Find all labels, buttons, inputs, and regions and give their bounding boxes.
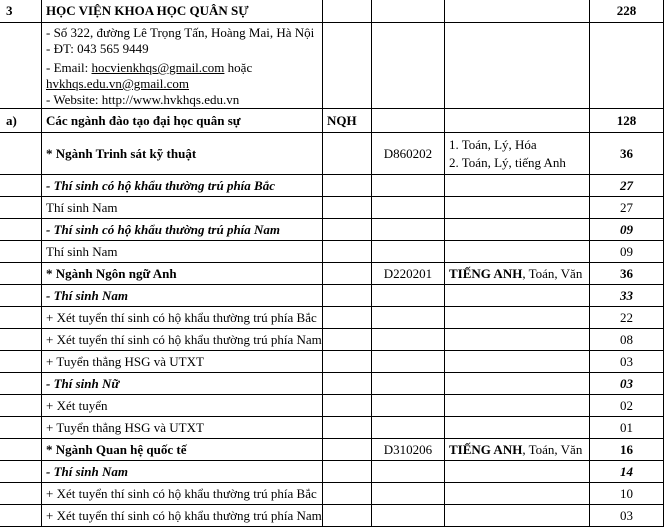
cell-empty	[0, 285, 42, 307]
quota: 27	[590, 197, 664, 219]
quota: 03	[590, 373, 664, 395]
quota: 01	[590, 417, 664, 439]
subject-primary: TIẾNG ANH	[449, 442, 523, 457]
cell-empty	[445, 241, 590, 263]
cell-empty	[0, 133, 42, 175]
cell-empty	[0, 219, 42, 241]
quota: 16	[590, 439, 664, 461]
cell-empty	[372, 285, 445, 307]
cell-empty	[445, 197, 590, 219]
cell-empty	[323, 241, 372, 263]
group-label: - Thí sinh Nữ	[42, 373, 323, 395]
cell-empty	[323, 461, 372, 483]
subjects-cell	[445, 439, 590, 461]
row-label: Thí sinh Nam	[42, 241, 323, 263]
cell-empty	[372, 175, 445, 197]
cell-empty	[0, 439, 42, 461]
contact-email-line	[46, 60, 318, 76]
subject-primary: TIẾNG ANH	[449, 266, 523, 281]
cell-empty	[0, 307, 42, 329]
quota: 22	[590, 307, 664, 329]
cell-empty	[372, 0, 445, 23]
cell-empty	[372, 23, 445, 109]
cell-empty	[445, 329, 590, 351]
table-row	[0, 351, 664, 373]
cell-empty	[372, 483, 445, 505]
row-label: + Xét tuyển thí sinh có hộ khẩu thường trú phía Nam	[42, 505, 323, 527]
cell-empty	[372, 241, 445, 263]
subjects-cell	[445, 133, 590, 175]
major-code: D860202	[372, 133, 445, 175]
cell-empty	[323, 307, 372, 329]
cell-empty	[323, 373, 372, 395]
table-row	[0, 197, 664, 219]
section-label: a)	[0, 109, 42, 133]
table-row	[0, 307, 664, 329]
institution-name: HỌC VIỆN KHOA HỌC QUÂN SỰ	[42, 0, 323, 23]
cell-empty	[0, 395, 42, 417]
cell-empty	[0, 505, 42, 527]
quota: 09	[590, 219, 664, 241]
cell-empty	[445, 175, 590, 197]
quota: 10	[590, 483, 664, 505]
quota: 36	[590, 263, 664, 285]
major-name: * Ngành Trinh sát kỹ thuật	[42, 133, 323, 175]
cell-empty	[0, 329, 42, 351]
cell-empty	[0, 417, 42, 439]
cell-empty	[445, 109, 590, 133]
cell-empty	[323, 219, 372, 241]
subject-rest: , Toán, Văn	[522, 266, 583, 281]
cell-empty	[372, 329, 445, 351]
cell-empty	[372, 417, 445, 439]
quota: 27	[590, 175, 664, 197]
table-row	[0, 175, 664, 197]
section-total: 128	[590, 109, 664, 133]
cell-empty	[323, 263, 372, 285]
cell-empty	[445, 483, 590, 505]
subject-combo: 2. Toán, Lý, tiếng Anh	[449, 154, 566, 170]
cell-empty	[445, 395, 590, 417]
table-row	[0, 219, 664, 241]
cell-empty	[323, 439, 372, 461]
cell-empty	[0, 263, 42, 285]
cell-empty	[323, 23, 372, 109]
cell-empty	[0, 23, 42, 109]
row-label: + Xét tuyển	[42, 395, 323, 417]
section-code-header: NQH	[323, 109, 372, 133]
quota: 08	[590, 329, 664, 351]
cell-empty	[0, 351, 42, 373]
cell-empty	[445, 0, 590, 23]
quota: 03	[590, 505, 664, 527]
quota: 14	[590, 461, 664, 483]
cell-empty	[323, 0, 372, 23]
email-or: hoặc	[224, 60, 253, 75]
cell-empty	[372, 373, 445, 395]
cell-empty	[323, 417, 372, 439]
row-label: + Xét tuyển thí sinh có hộ khẩu thường trú phía Nam	[42, 329, 323, 351]
table-row	[0, 483, 664, 505]
cell-empty	[372, 109, 445, 133]
institution-stt: 3	[0, 0, 42, 23]
cell-empty	[445, 351, 590, 373]
cell-empty	[590, 23, 664, 109]
institution-total: 228	[590, 0, 664, 23]
cell-empty	[0, 461, 42, 483]
institution-row	[0, 0, 664, 23]
quota: 02	[590, 395, 664, 417]
cell-empty	[323, 285, 372, 307]
subject-rest: , Toán, Văn	[522, 442, 583, 457]
quota: 03	[590, 351, 664, 373]
cell-empty	[323, 351, 372, 373]
quota: 09	[590, 241, 664, 263]
row-label: + Xét tuyển thí sinh có hộ khẩu thường trú phía Bắc	[42, 307, 323, 329]
section-row	[0, 109, 664, 133]
cell-empty	[0, 197, 42, 219]
table-row	[0, 285, 664, 307]
email-link-secondary[interactable]: hvkhqs.edu.vn@gmail.com	[46, 76, 190, 91]
cell-empty	[445, 285, 590, 307]
table-row	[0, 373, 664, 395]
contact-phone: - ĐT: 043 565 9449	[46, 41, 149, 56]
major-code: D310206	[372, 439, 445, 461]
row-label: + Tuyển thẳng HSG và UTXT	[42, 417, 323, 439]
cell-empty	[323, 483, 372, 505]
group-label: - Thí sinh có hộ khẩu thường trú phía Nam	[42, 219, 323, 241]
contact-website: - Website: http://www.hvkhqs.edu.vn	[46, 92, 240, 107]
cell-empty	[372, 219, 445, 241]
table-row	[0, 241, 664, 263]
table-row	[0, 395, 664, 417]
cell-empty	[445, 219, 590, 241]
cell-empty	[445, 373, 590, 395]
table-row	[0, 417, 664, 439]
cell-empty	[372, 461, 445, 483]
quota: 33	[590, 285, 664, 307]
major-name: * Ngành Quan hệ quốc tế	[42, 439, 323, 461]
cell-empty	[445, 461, 590, 483]
group-label: - Thí sinh Nam	[42, 285, 323, 307]
row-label: Thí sinh Nam	[42, 197, 323, 219]
table-row	[0, 461, 664, 483]
cell-empty	[445, 417, 590, 439]
group-label: - Thí sinh có hộ khẩu thường trú phía Bắc	[42, 175, 323, 197]
table-row	[0, 505, 664, 527]
contact-address: - Số 322, đường Lê Trọng Tấn, Hoàng Mai, Hà Nội	[46, 25, 315, 40]
major-code: D220201	[372, 263, 445, 285]
cell-empty	[323, 175, 372, 197]
cell-empty	[323, 395, 372, 417]
quota: 36	[590, 133, 664, 175]
section-title: Các ngành đào tạo đại học quân sự	[42, 109, 323, 133]
cell-empty	[0, 483, 42, 505]
cell-empty	[372, 505, 445, 527]
table-row	[0, 439, 664, 461]
group-label: - Thí sinh Nam	[42, 461, 323, 483]
cell-empty	[323, 329, 372, 351]
contact-row	[0, 23, 664, 109]
cell-empty	[445, 307, 590, 329]
major-name: * Ngành Ngôn ngữ Anh	[42, 263, 323, 285]
cell-empty	[445, 505, 590, 527]
cell-empty	[0, 175, 42, 197]
subject-combo: 1. Toán, Lý, Hóa	[449, 136, 537, 152]
cell-empty	[372, 197, 445, 219]
contact-info	[42, 23, 323, 109]
cell-empty	[323, 505, 372, 527]
cell-empty	[372, 307, 445, 329]
cell-empty	[323, 197, 372, 219]
cell-empty	[0, 373, 42, 395]
cell-empty	[0, 241, 42, 263]
table-row	[0, 329, 664, 351]
cell-empty	[372, 395, 445, 417]
cell-empty	[445, 23, 590, 109]
email-prefix: - Email:	[46, 60, 92, 75]
cell-empty	[372, 351, 445, 373]
subjects-cell	[445, 263, 590, 285]
cell-empty	[323, 133, 372, 175]
row-label: + Tuyển thẳng HSG và UTXT	[42, 351, 323, 373]
table-row	[0, 133, 664, 175]
table-row	[0, 263, 664, 285]
email-link-primary[interactable]: hocvienkhqs@gmail.com	[91, 60, 225, 75]
row-label: + Xét tuyển thí sinh có hộ khẩu thường trú phía Bắc	[42, 483, 323, 505]
